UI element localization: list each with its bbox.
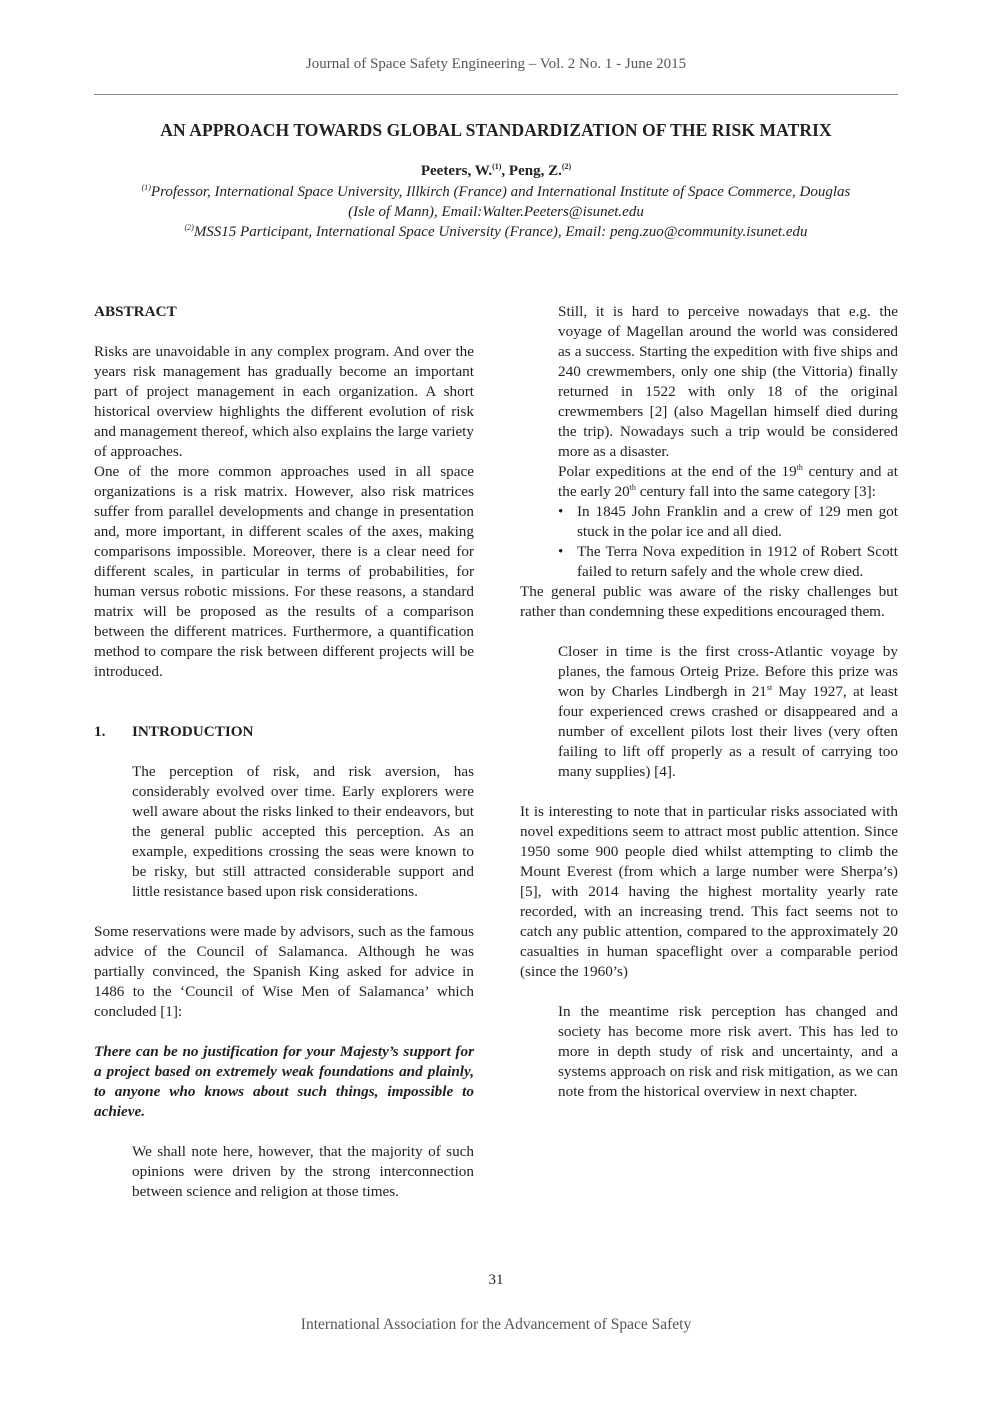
intro-paragraph-1: The perception of risk, and risk aversion, has considerably evolved over time. Early explorers were well aware about the risks linked to their endeavors, but the general public accepted this perception. As an example, expeditions crossing the seas were known to be risky, but still attracted considerable support and little resistance based upon risk considerations. (132, 763, 474, 900)
risk-perception-paragraph: In the meantime risk perception has changed and society has become more risk avert. This has led to more in depth study of risk and uncertainty, and a systems approach on risk and risk mitigation, as we can note from the historical overview in next chapter. (558, 1003, 898, 1100)
polar-text-c: century fall into the same category [3]: (635, 483, 876, 500)
intro-paragraph-2: Some reservations were made by advisors, such as the famous advice of the Council of Salamanca. Although he was partially convinced, the Spanish King asked for advice in 1486 to the ‘Council of Wise Men of Salamanca’ which concluded [1]: (94, 923, 474, 1020)
right-column (520, 302, 898, 1102)
author-1-name: Peeters, W. (420, 163, 493, 179)
author-line (94, 163, 898, 180)
affiliation-2-mark: (2) (184, 223, 194, 232)
orteig-paragraph (558, 642, 898, 782)
affiliation-1-mark: (1) (141, 183, 151, 192)
abstract-paragraph-1: Risks are unavoidable in any complex program. And over the years risk management has gradually become an important part of project management in each organization. A short historical overview highlights the different evolution of risk and management thereof, which also explains the large variety of approaches. (94, 343, 474, 460)
public-paragraph: The general public was aware of the risky challenges but rather than condemning these expeditions encouraged them. (520, 583, 898, 620)
left-column (94, 302, 474, 1202)
expedition-list (558, 502, 898, 582)
polar-sup-2: th (629, 483, 636, 492)
header-divider (94, 94, 898, 95)
intro-paragraph-3: We shall note here, however, that the majority of such opinions were driven by the strong interconnection between science and religion at those times. (132, 1143, 474, 1200)
everest-paragraph: It is interesting to note that in particular risks associated with novel expeditions seem to attract most public attention. Since 1950 some 900 people died whilst attempting to climb the Mount Everest (from which a large number were Sherpa’s) [5], with 2014 having the highest mortality yearly rate recorded, with an increasing trend. This fact seems not to catch any public attention, compared to the approximately 20 casualties in human spaceflight over a comparable period (since the 1960’s) (520, 803, 898, 980)
section-1-number: 1. (94, 723, 106, 740)
footer-organization: International Association for the Advancement of Space Safety (300, 1316, 692, 1333)
abstract-heading: ABSTRACT (94, 303, 177, 320)
orteig-sup: st (766, 683, 773, 692)
paper-title: AN APPROACH TOWARDS GLOBAL STANDARDIZATION OF THE RISK MATRIX (160, 120, 832, 140)
author-separator: , (501, 163, 509, 179)
author-2-mark: (2) (561, 162, 572, 171)
journal-header: Journal of Space Safety Engineering – Vol. 2 No. 1 - June 2015 (305, 56, 687, 72)
polar-text-b: century and at the early 20 (558, 463, 898, 500)
polar-paragraph (558, 462, 898, 502)
author-2-name: Peng, Z. (508, 163, 562, 179)
affiliation-1-line-2: (Isle of Mann), Email:Walter.Peeters@isunet.edu (348, 204, 644, 220)
council-quote: There can be no justification for your Majesty’s support for a project based on extremely weak foundations and plainly, to anyone who knows about such things, impossible to achieve. (94, 1043, 474, 1120)
affiliation-1-line-1 (94, 182, 898, 202)
magellan-paragraph: Still, it is hard to perceive nowadays that e.g. the voyage of Magellan around the world was considered as a success. Starting the expedition with five ships and 240 crewmembers, only one ship (the Vittoria) finally returned in 1522 with only 18 of the original crewmembers [2] (also Magellan himself died during the trip). Nowadays such a trip would be considered more as a disaster. (558, 303, 898, 460)
list-item: • The Terra Nova expedition in 1912 of Robert Scott failed to return safely and the whole crew died. (558, 542, 898, 582)
section-1-heading (94, 722, 474, 742)
list-item: • In 1845 John Franklin and a crew of 129 men got stuck in the polar ice and all died. (558, 502, 898, 542)
affiliation-2-text: MSS15 Participant, International Space University (France), Email: peng.zuo@community.isunet.edu (193, 224, 808, 240)
orteig-text-b: May 1927, at least four experienced crews crashed or disappeared and a number of excellent pilots lost their lives (very often failing to lift off properly as a result of carrying too many supplies) [4]. (558, 683, 898, 780)
section-1-title: INTRODUCTION (132, 723, 254, 740)
author-1-mark: (1) (492, 162, 502, 171)
affiliation-1-text: Professor, International Space University, Illkirch (France) and International Institute of Space Commerce, Douglas (150, 184, 851, 200)
polar-sup-1: th (796, 463, 803, 472)
abstract-paragraph-2: One of the more common approaches used in all space organizations is a risk matrix. However, also risk matrices suffer from parallel developments and change in presentation and, more important, in different scales of the axes, making comparisons impossible. Moreover, there is a clear need for different scales, in particular in terms of probabilities, for human versus robotic missions. For these reasons, a standard matrix will be proposed as the results of a comparison between the different matrices. Furthermore, a quantification method to compare the risk between different projects will be introduced. (94, 463, 474, 680)
affiliation-2 (94, 222, 898, 242)
polar-text-a: Polar expeditions at the end of the 19 (558, 463, 797, 480)
orteig-text-a: Closer in time is the first cross-Atlantic voyage by planes, the famous Orteig Prize. Before this prize was won by Charles Lindbergh in 21 (558, 643, 898, 700)
page-number: 31 (488, 1272, 504, 1288)
